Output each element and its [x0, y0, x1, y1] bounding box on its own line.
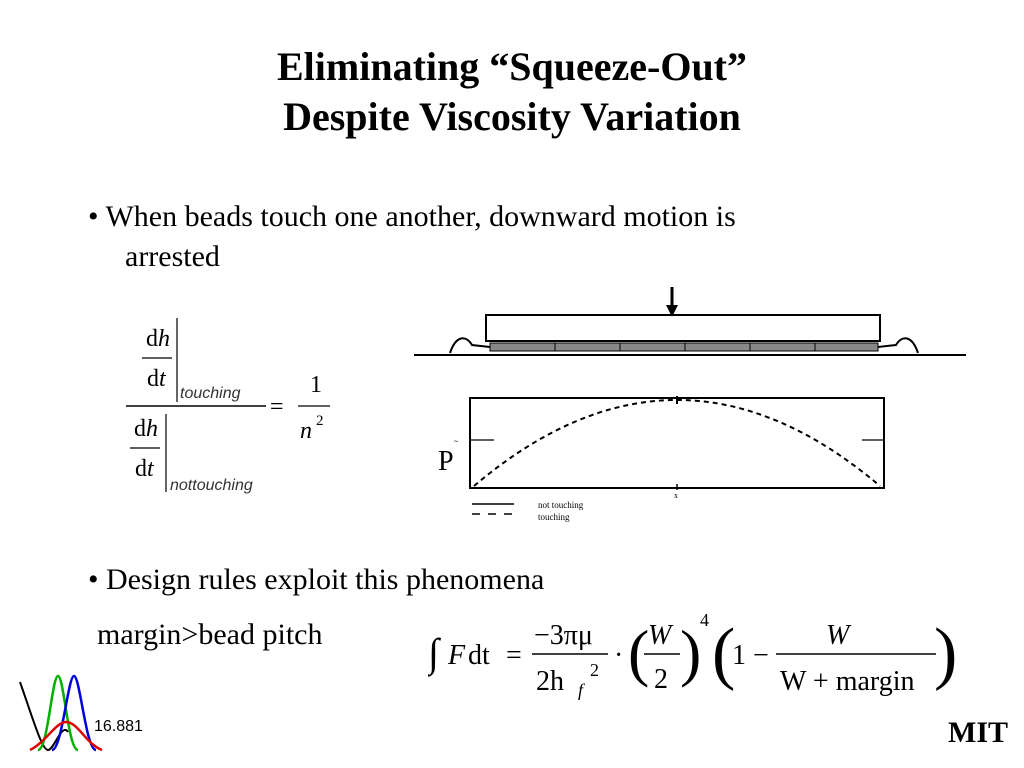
den-dt: dt	[135, 456, 154, 482]
right-paren-2: )	[934, 615, 958, 692]
left-squeeze-out	[450, 338, 490, 353]
y-axis-label: P	[438, 446, 454, 477]
course-number: 16.881	[94, 718, 143, 735]
frac2-numerator: W	[648, 620, 672, 651]
bead-layer	[490, 343, 878, 351]
rhs-exponent: 2	[316, 413, 324, 429]
left-paren-1: (	[628, 617, 650, 688]
legend-touching: touching	[538, 512, 570, 522]
den-dh: dh	[134, 416, 158, 442]
eq-equals: =	[506, 640, 522, 671]
right-paren-1: )	[680, 617, 702, 688]
rhs-numerator: 1	[310, 372, 322, 398]
equals-sign: =	[270, 394, 284, 420]
title-line-1: Eliminating “Squeeze-Out”	[276, 44, 748, 89]
num-dt: dt	[147, 366, 166, 392]
course-logo-icon	[16, 672, 106, 754]
ratio-equation	[120, 310, 360, 500]
power-exponent: 4	[700, 610, 709, 630]
top-plate	[486, 315, 880, 341]
frac1-denominator: 2h	[536, 666, 564, 697]
den-subscript: nottouching	[170, 477, 253, 494]
y-label-hat: ~	[454, 437, 459, 446]
x-axis-label: x	[674, 491, 678, 500]
multiply-dot: ·	[614, 640, 624, 671]
design-rule-text: margin>bead pitch	[97, 618, 323, 651]
rhs-denominator: n	[300, 418, 312, 444]
legend-not-touching: not touching	[538, 500, 584, 510]
bullet-design-rules: • Design rules exploit this phenomena	[88, 563, 545, 596]
num-dh: dh	[146, 326, 170, 352]
frac1-den-exp: 2	[590, 660, 599, 680]
frac1-den-sub: f	[578, 680, 584, 700]
pressure-distribution-plot	[430, 392, 900, 527]
slide-title	[0, 42, 1024, 142]
bullet-beads-touch	[88, 197, 908, 277]
right-squeeze-out	[878, 338, 918, 353]
frac1-numerator: −3πμ	[534, 620, 593, 651]
force-symbol: F	[448, 640, 466, 671]
left-paren-2: (	[712, 615, 736, 692]
one-minus: 1 −	[732, 640, 769, 671]
force-integral-equation	[428, 606, 958, 701]
touching-pressure-curve	[474, 400, 880, 486]
bullet-1-line-2: arrested	[125, 240, 220, 273]
integral-sign: ∫	[428, 630, 439, 675]
num-subscript: touching	[180, 385, 241, 402]
squeeze-cross-section-diagram	[410, 285, 970, 365]
bullet-1-line-1: • When beads touch one another, downward motion is	[88, 200, 736, 233]
institution-label: MIT	[948, 716, 1008, 749]
title-line-2: Despite Viscosity Variation	[283, 94, 741, 139]
frac3-numerator: W	[826, 620, 850, 651]
frac2-denominator: 2	[654, 664, 668, 695]
dt-symbol: dt	[468, 640, 490, 671]
frac3-denominator: W + margin	[780, 666, 915, 697]
